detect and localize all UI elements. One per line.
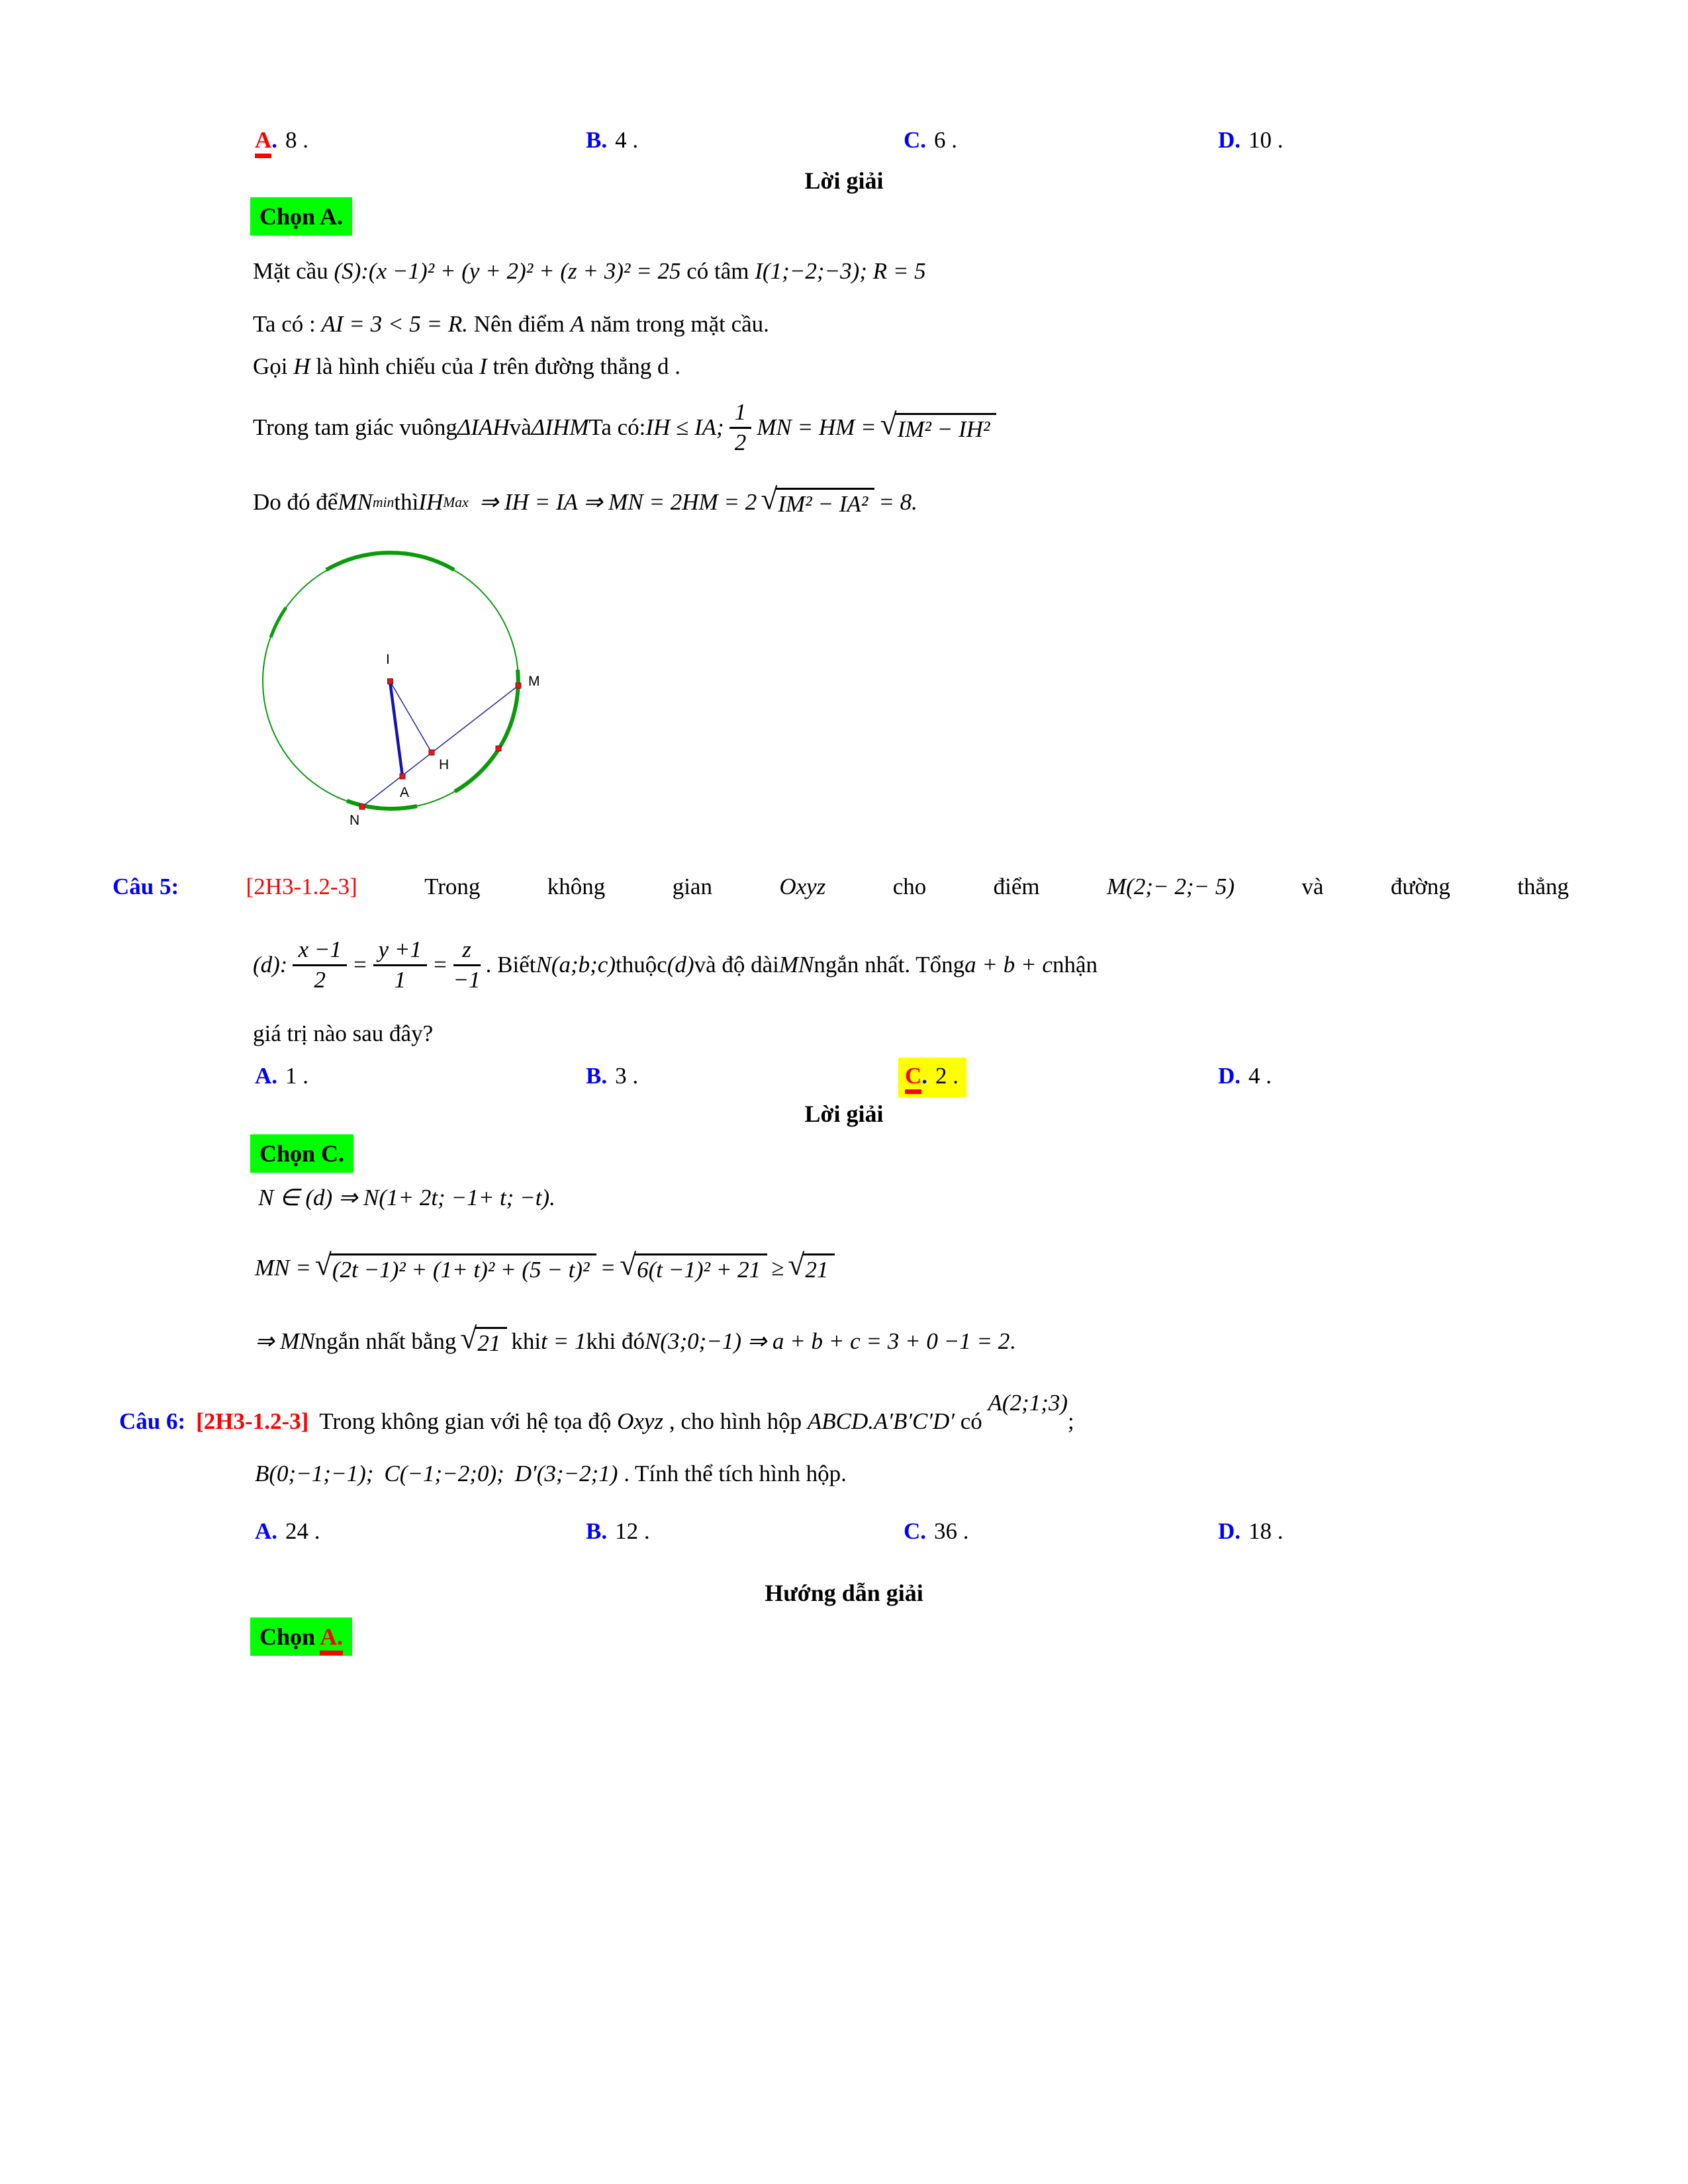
q5-option-a-value: 1 . — [285, 1063, 309, 1089]
q5-word: Trong — [424, 874, 481, 899]
choose-letter: A. — [320, 1623, 343, 1655]
q5-option-a — [255, 1063, 308, 1089]
q6-option-b — [586, 1518, 650, 1545]
math-run: ⇒ IH = IA ⇒ MN = 2HM = 2 — [479, 489, 757, 515]
q4-option-a — [255, 127, 308, 154]
text-run: năm trong mặt cầu. — [584, 311, 769, 337]
text-run: Gọi — [253, 353, 294, 379]
subscript: Max — [443, 494, 469, 510]
q5-word: đường — [1390, 874, 1450, 899]
q5-solution-title: Lời giải — [804, 1101, 884, 1127]
q6-corner-coordinates: A(2;1;3) — [988, 1390, 1068, 1416]
text-run: và — [509, 414, 532, 440]
q5-option-c-highlighted — [898, 1058, 966, 1097]
math-run: N(a;b;c) — [536, 952, 616, 978]
radicand: 21 — [475, 1327, 507, 1357]
square-root — [761, 481, 874, 518]
semicolon: ; — [1068, 1408, 1074, 1434]
subscript: min — [372, 494, 395, 510]
q4-option-a-letter: A — [255, 127, 271, 158]
q6-number: Câu 6: — [119, 1408, 186, 1434]
figure-line-I-H — [390, 681, 432, 752]
text-run: khi đó — [586, 1328, 645, 1354]
figure-label-I: I — [386, 652, 390, 667]
q6-option-a-value: 24 . — [285, 1518, 320, 1544]
q4-solution-line-4 — [253, 389, 1000, 466]
radical-sign: √ — [880, 406, 897, 441]
fraction-denominator: 2 — [314, 966, 326, 993]
q6-option-b-dot: . — [601, 1518, 608, 1544]
q4-option-a-value: 8 . — [285, 127, 309, 153]
q6-option-a-dot: . — [271, 1518, 278, 1544]
q4-solution-title: Lời giải — [804, 167, 884, 194]
q4-option-d-letter: D — [1218, 127, 1235, 153]
q5-question-line-3: giá trị nào sau đây? — [253, 1021, 434, 1046]
figure-segment-I-A — [390, 681, 402, 776]
text-run: Mặt cầu — [253, 258, 334, 284]
q6-question-header — [119, 1390, 1074, 1436]
text-run: Ta có: — [588, 414, 646, 440]
square-root — [788, 1247, 835, 1283]
radical-sign: √ — [314, 1247, 332, 1281]
fraction-denominator: 2 — [734, 429, 747, 455]
math-run: AI = 3 < 5 = R. — [321, 311, 469, 337]
math-run: a + b + c — [964, 952, 1053, 978]
math-run: MN — [778, 952, 814, 978]
math-run: ⇒ MN — [255, 1328, 315, 1354]
q5-solution-line-3 — [255, 1318, 1015, 1365]
fraction-numerator: y +1 — [373, 937, 427, 966]
text-run: . Tính thể tích hình hộp. — [618, 1461, 847, 1486]
figure-circle-thick-arc-bottom — [347, 801, 417, 809]
math-run: D′(3;−2;1) — [514, 1461, 618, 1486]
q5-option-b-value: 3 . — [615, 1063, 639, 1089]
radical-sign: √ — [620, 1247, 637, 1281]
square-root — [460, 1320, 507, 1357]
text-run: Do đó để — [253, 489, 338, 515]
q4-option-d-dot: . — [1235, 127, 1241, 153]
fraction-numerator: z — [453, 937, 481, 966]
q5-word-math: Oxyz — [779, 874, 826, 899]
fraction-x — [293, 937, 346, 993]
q4-option-c-letter: C — [904, 127, 921, 153]
q5-question-header — [113, 874, 1569, 900]
figure-line-N-M — [362, 686, 518, 807]
text-run: là hình chiếu của — [310, 353, 480, 379]
fraction-one-half — [729, 400, 752, 455]
math-run: (S):(x −1)² + (y + 2)² + (z + 3)² = 25 — [334, 258, 681, 284]
q4-option-b-letter: B — [586, 127, 602, 153]
q4-option-a-dot: . — [271, 127, 278, 153]
radicand: (2t −1)² + (1+ t)² + (5 − t)² — [330, 1253, 596, 1283]
q4-option-b — [586, 127, 638, 154]
q6-option-a-letter: A — [255, 1518, 272, 1544]
q6-question-line-2 — [255, 1459, 847, 1488]
text-run: Trong tam giác vuông — [253, 414, 457, 440]
text-run: có — [954, 1408, 988, 1434]
text-run: ngắn nhất. Tổng — [814, 952, 965, 978]
math-run: C(−1;−2;0); — [384, 1461, 504, 1486]
equals-sign: = — [432, 952, 448, 978]
square-root — [880, 406, 997, 443]
q5-option-c-letter: C — [905, 1063, 921, 1094]
q6-option-d-dot: . — [1235, 1518, 1241, 1544]
q6-option-d — [1218, 1518, 1284, 1545]
text-run: , cho hình hộp — [663, 1408, 808, 1434]
q5-tag: [2H3-1.2-3] — [246, 874, 357, 899]
math-run: I — [479, 353, 487, 379]
radicand: IM² − IH² — [895, 413, 997, 443]
math-run: (d) — [667, 952, 694, 978]
radicand: 6(t −1)² + 21 — [634, 1253, 767, 1283]
figure-point-I — [388, 679, 393, 684]
text-run: Ta có : — [253, 311, 322, 337]
q4-option-c — [904, 127, 957, 154]
q4-option-d-value: 10 . — [1248, 127, 1284, 153]
q4-choose-badge: Chọn A. — [250, 197, 352, 236]
math-run: ΔIHM — [531, 414, 589, 440]
figure-label-H: H — [439, 757, 449, 772]
q6-option-a — [255, 1518, 320, 1545]
text-run: Trong không gian với hệ tọa độ — [319, 1408, 618, 1434]
equals-sign: = — [352, 952, 368, 978]
text-run: khi — [511, 1328, 541, 1354]
q5-option-c-dot: . — [921, 1063, 928, 1089]
q5-option-b — [586, 1063, 638, 1089]
figure-circle-thick-arc-left — [271, 608, 286, 637]
math-run: IH ≤ IA; — [645, 414, 724, 440]
square-root — [620, 1247, 767, 1283]
q6-option-c — [904, 1518, 969, 1545]
q5-word: điểm — [993, 874, 1040, 899]
fraction-numerator: x −1 — [293, 937, 346, 966]
fraction-z — [453, 937, 481, 993]
figure-circle-thick-arc-right — [455, 670, 518, 792]
q5-solution-line-2 — [255, 1235, 839, 1301]
q5-number: Câu 5: — [113, 874, 179, 899]
q4-solution-line-3 — [253, 352, 680, 381]
radical-sign: √ — [460, 1320, 477, 1355]
math-run: t = 1 — [541, 1328, 586, 1354]
math-run: A — [570, 311, 585, 337]
q5-option-d-letter: D — [1218, 1063, 1235, 1089]
text-run: . — [1009, 1328, 1016, 1354]
q5-option-a-letter: A — [255, 1063, 272, 1089]
q6-solution-title: Hướng dẫn giải — [765, 1580, 923, 1606]
q4-option-d — [1218, 127, 1284, 154]
q4-option-c-value: 6 . — [934, 127, 958, 153]
figure-circle-thick-arc-top — [326, 553, 454, 570]
text-run: thì — [394, 489, 419, 515]
square-root — [314, 1247, 596, 1283]
q6-option-c-value: 36 . — [934, 1518, 969, 1544]
choose-prefix: Chọn — [259, 1623, 320, 1650]
radicand: 21 — [802, 1253, 835, 1283]
q5-option-d-dot: . — [1235, 1063, 1241, 1089]
figure-point-A — [400, 774, 405, 779]
text-run: thuộc — [616, 952, 667, 978]
fraction-denominator: −1 — [453, 966, 481, 993]
text-run: Nên điểm — [468, 311, 571, 337]
figure-label-A: A — [400, 785, 410, 800]
equals-sign: = — [600, 1255, 616, 1281]
q6-option-b-letter: B — [586, 1518, 602, 1544]
figure-point-N — [359, 804, 365, 809]
figure-label-N: N — [350, 813, 360, 828]
math-run: ABCD.A′B′C′D′ — [807, 1408, 955, 1434]
q4-option-c-dot: . — [920, 127, 927, 153]
q6-option-d-letter: D — [1218, 1518, 1235, 1544]
q5-option-b-letter: B — [586, 1063, 602, 1089]
q5-word: thẳng — [1517, 874, 1569, 899]
q5-solution-line-1: N ∈ (d) ⇒ N(1+ 2t; −1+ t; −t). — [258, 1185, 555, 1210]
math-run: I(1;−2;−3); R = 5 — [755, 258, 926, 284]
q5-word: không — [547, 874, 606, 899]
q4-solution-line-5 — [253, 478, 917, 527]
q5-word: và — [1301, 874, 1324, 899]
q4-figure-circle-diagram — [245, 541, 556, 846]
text-run: ngắn nhất bằng — [314, 1328, 457, 1354]
text-run: có tâm — [680, 258, 755, 284]
fraction-numerator: 1 — [729, 400, 752, 429]
q4-solution-line-1 — [253, 257, 926, 286]
text-run: và độ dài — [694, 952, 779, 978]
math-run: MN = — [255, 1255, 311, 1281]
q6-option-b-value: 12 . — [615, 1518, 650, 1544]
figure-point-M — [516, 683, 521, 688]
figure-point-H — [429, 750, 434, 755]
math-run: Oxyz — [617, 1408, 664, 1434]
radicand: IM² − IA² — [775, 488, 874, 518]
q4-option-b-value: 4 . — [615, 127, 639, 153]
q5-question-line-2 — [253, 925, 1098, 1005]
q5-option-a-dot: . — [271, 1063, 278, 1089]
text-run: trên đường thẳng d . — [487, 353, 680, 379]
q5-word-math: M(2;− 2;− 5) — [1107, 874, 1235, 899]
q6-option-c-letter: C — [904, 1518, 921, 1544]
q5-option-c-value: 2 . — [935, 1063, 959, 1089]
math-run: B(0;−1;−1); — [255, 1461, 374, 1486]
fraction-denominator: 1 — [394, 966, 406, 993]
q4-option-b-dot: . — [601, 127, 608, 153]
radical-sign: √ — [788, 1247, 805, 1281]
math-run: H — [293, 353, 310, 379]
q5-word: cho — [892, 874, 927, 899]
q5-option-b-dot: . — [601, 1063, 608, 1089]
q5-word: gian — [672, 874, 712, 899]
math-run: = 8. — [878, 489, 917, 515]
text-run: . Biết — [485, 952, 536, 978]
radical-sign: √ — [761, 481, 778, 516]
figure-label-M: M — [528, 674, 540, 689]
figure-point-on-circle — [496, 746, 501, 751]
q6-option-c-dot: . — [920, 1518, 927, 1544]
math-run: N(3;0;−1) ⇒ a + b + c = 3 + 0 −1 = 2 — [644, 1328, 1010, 1354]
math-run: (d): — [253, 952, 288, 978]
q6-tag: [2H3-1.2-3] — [196, 1408, 309, 1434]
q5-choose-badge: Chọn C. — [250, 1134, 353, 1173]
q5-option-d-value: 4 . — [1248, 1063, 1272, 1089]
math-run: MN = HM = — [757, 414, 876, 440]
fraction-y — [373, 937, 427, 993]
greater-equal-sign: ≥ — [771, 1255, 784, 1281]
math-run: ΔIAH — [457, 414, 510, 440]
q4-solution-line-2 — [253, 310, 769, 339]
text-run: nhận — [1052, 952, 1098, 978]
math-run: IH — [418, 489, 444, 515]
math-run: MN — [338, 489, 373, 515]
q6-option-d-value: 18 . — [1248, 1518, 1284, 1544]
q6-choose-badge — [250, 1617, 352, 1656]
q5-option-d — [1218, 1063, 1272, 1089]
